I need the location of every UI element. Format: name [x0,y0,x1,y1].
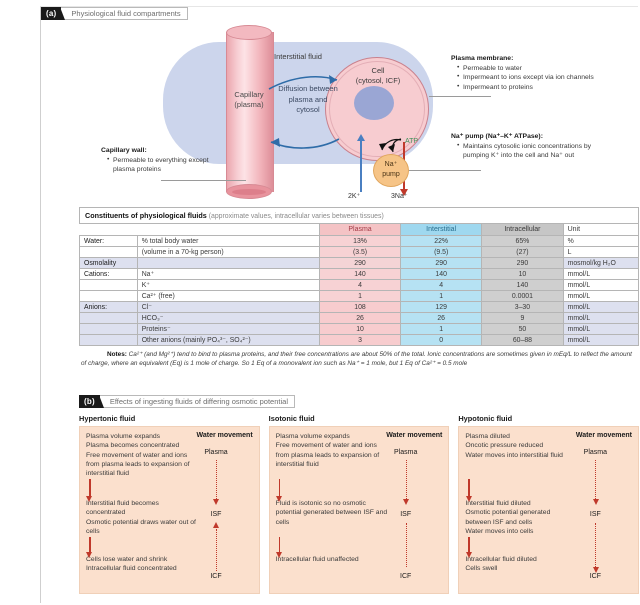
callout-sodium-pump-title: Na⁺ pump (Na⁺–K⁺ ATPase): [451,133,543,140]
water-movement-title: Water movement [196,432,253,439]
cell-value: 140 [482,280,563,291]
atp-label: ATP [405,138,419,145]
stage-progress-arrow [89,537,91,553]
water-flow-arrowhead [593,499,599,505]
callout-capillary-wall-title: Capillary wall: [101,147,147,154]
water-flow-line [216,460,217,499]
cell-value: 129 [401,302,482,313]
water-flow-line [406,460,407,499]
row-group-label: Cations: [80,269,138,280]
row-group-label: Anions: [80,302,138,313]
tonicity-column-title: Hypertonic fluid [79,414,136,423]
tonicity-column-title: Hypotonic fluid [458,414,513,423]
compartment-label: Plasma [583,449,608,456]
water-flow-arrowhead [593,567,599,573]
row-name: HCO₃⁻ [137,313,319,324]
table-row [80,269,639,280]
column-header-plasma: Plasma [319,224,400,236]
stage-progress-arrow [468,537,470,553]
row-name: Proteins⁻ [137,324,319,335]
capillary-label-line2: (plasma) [234,100,264,109]
row-name: (volume in a 70-kg person) [137,247,319,258]
cell-value: 13% [319,236,400,247]
row-group-label [80,324,138,335]
cell-unit: mmol/L [563,335,638,346]
table-row [80,302,639,313]
flow-stage-text: Plasma volume expands Free movement of water and ions from plasma leads to expansion of interstitial fluid [275,433,380,468]
cell-value: 9 [482,313,563,324]
header-spacer-1 [80,224,138,236]
compartment-label: Plasma [394,449,418,456]
row-name: Na⁺ [137,269,319,280]
row-name: % total body water [137,236,319,247]
row-name: Other anions (mainly PO₄³⁻, SO₄²⁻) [137,335,319,346]
table-row [80,313,639,324]
compartment-label: ICF [589,573,601,580]
table-notes [79,350,639,368]
cell-value: 0 [401,335,482,346]
tonicity-column [79,414,260,594]
cell-value: 290 [482,258,563,269]
cell-value: 22% [401,236,482,247]
callout-item: • Maintains cytosolic ionic concentrations by pumping K⁺ into the cell and Na⁺ out [458,142,613,161]
row-group-label [80,335,138,346]
cell-value: (27) [482,247,563,258]
interstitial-fluid-label: Interstitial fluid [274,52,322,61]
table-row [80,280,639,291]
capillary-wall-leader-line [161,180,246,181]
potassium-influx-arrow [360,140,362,192]
cell-unit: mmol/L [563,302,638,313]
pump-label-line1: Na⁺ [384,161,398,168]
panel-a-tag [41,7,638,20]
callout-item: • Permeable to water [458,64,611,74]
row-name: Ca²⁺ (free) [137,291,319,302]
callout-sodium-pump [451,132,613,161]
cell-value: 4 [401,280,482,291]
compartment-label: ISF [589,511,601,518]
water-flow-line [216,529,217,571]
cell-unit: L [563,247,638,258]
callout-item: • Permeable to everything except plasma proteins [108,156,213,175]
row-group-label: Water: [80,236,138,247]
callout-item: • Impermeant to ions except via ion channels [458,73,611,83]
water-flow-line [406,523,407,567]
cell-value: 140 [401,269,482,280]
cell-unit: mosmol/kg H₂O [563,258,638,269]
water-movement-title: Water movement [575,432,633,439]
cell-value: 3 [319,335,400,346]
flow-stage-text: Intracellular fluid diluted Cells swell [465,556,537,573]
callout-item: • Impermeant to proteins [458,83,611,93]
row-name [137,258,319,269]
row-name: Cl⁻ [137,302,319,313]
panel-a-letter: (a) [41,7,61,20]
stage-progress-arrow [279,479,281,497]
compartment-label: Plasma [204,449,228,456]
flow-stage-text: Fluid is isotonic so no osmotic potential generated between ISF and cells [275,500,388,526]
table-header-row [80,224,639,236]
table-row [80,324,639,335]
table-row [80,258,639,269]
flow-stage-text: Intracellular fluid unaffected [275,556,359,563]
pump-label-line2: pump [382,171,400,178]
constituents-table-wrapper [79,207,639,368]
cell-value: 1 [401,324,482,335]
table-row [80,335,639,346]
row-group-label [80,280,138,291]
panel-b-letter: (b) [79,395,100,408]
cell-unit: mmol/L [563,280,638,291]
row-name: K⁺ [137,280,319,291]
water-flow-arrowhead [213,499,219,505]
row-group-label [80,291,138,302]
fluid-compartment-diagram [41,24,638,200]
cell-value: 60–88 [482,335,563,346]
callout-capillary-wall [101,146,213,175]
diffusion-label: Diffusion between plasma and cytosol [278,84,338,114]
flow-stage-text: Plasma volume expands Plasma becomes concentrated Free movement of water and ions from plasma leads to expansion of interstitial fluid [86,433,190,478]
cell-unit: % [563,236,638,247]
callout-sodium-pump-list [451,142,613,161]
cell-value: 50 [482,324,563,335]
cell-value: 1 [401,291,482,302]
cell-value: (9.5) [401,247,482,258]
sodium-pump-leader-line [409,170,481,171]
cell-label-line1: Cell [371,66,385,75]
flow-stage-text: Interstitial fluid diluted Osmotic potential generated between ISF and cells Water moves into cells [465,500,551,535]
water-flow-line [595,523,596,567]
table-caption [80,208,639,224]
cell-unit: mmol/L [563,324,638,335]
water-flow-line [595,460,596,499]
compartment-label: ISF [210,511,222,518]
tonicity-column [269,414,450,594]
tonicity-flow-box [269,426,450,594]
row-group-label [80,247,138,258]
cell-unit: mmol/L [563,313,638,324]
panel-b-title: Effects of ingesting fluids of differing osmotic potential [100,395,295,408]
callout-plasma-membrane-list [451,64,611,93]
table-caption-row [80,208,639,224]
cell-value: 26 [319,313,400,324]
tonicity-columns [79,414,639,594]
callout-capillary-wall-list [101,156,213,175]
cell-value: 290 [319,258,400,269]
row-group-label [80,313,138,324]
sodium-pump [373,154,409,187]
table-row [80,247,639,258]
water-flow-arrowhead [213,522,219,528]
compartment-label: ISF [400,511,412,518]
constituents-table [79,207,639,346]
cell-value: 0.0001 [482,291,563,302]
table-notes-label: Notes: [107,351,127,358]
tonicity-flow-box [79,426,260,594]
table-notes-inline [81,351,632,367]
callout-plasma-membrane-title: Plasma membrane: [451,55,514,62]
figure-page [40,6,638,603]
panel-b-wrapper [79,395,639,594]
compartment-label: ICF [210,573,222,580]
flow-stage-text: Cells lose water and shrink Intracellular fluid concentrated [86,556,177,573]
tonicity-flow-box [458,426,639,594]
table-caption-bold: Constituents of physiological fluids [85,211,207,220]
cell-value: 108 [319,302,400,313]
header-spacer-2 [137,224,319,236]
row-group-label: Osmolality [80,258,138,269]
flow-stage-text: Interstitial fluid becomes concentrated Osmotic potential draws water out of cells [86,500,196,535]
tonicity-column [458,414,639,594]
cell-value: 140 [319,269,400,280]
stage-progress-arrow [279,537,281,553]
column-header-intracellular: Intracellular [482,224,563,236]
tonicity-column-title: Isotonic fluid [268,414,315,423]
water-flow-arrowhead [403,499,409,505]
table-notes-text: Ca²⁺ (and Mg²⁺) tend to bind to plasma proteins, and their free concentrations are about 50% of the total. Ionic concentrations are sometimes given in mEq/L to reflect the amount of charge, where an equivalent (Eq) is 1 mole of charge. So 1 Eq of a monovalent ion such as Na⁺ = 1 mole, but 1 Eq of Ca²⁺ = 0.5 mole [81,351,632,367]
cell-unit: mmol/L [563,269,638,280]
cell-value: 26 [401,313,482,324]
column-header-interstitial: Interstitial [401,224,482,236]
table-row [80,236,639,247]
cell-value: 10 [482,269,563,280]
cell-label-line2: (cytosol, ICF) [355,76,401,85]
water-movement-title: Water movement [386,432,443,439]
cell-value: 65% [482,236,563,247]
cell-value: 1 [319,291,400,302]
sodium-out-label: 3Na⁺ [391,193,408,200]
flow-stage-text: Plasma diluted Oncotic pressure reduced Water moves into interstitial fluid [465,433,563,459]
capillary-label-line1: Capillary [234,90,264,99]
cell-unit: mmol/L [563,291,638,302]
stage-progress-arrow [468,479,470,497]
table-row [80,291,639,302]
cell-value: 290 [401,258,482,269]
cell-value: (3.5) [319,247,400,258]
compartment-label: ICF [400,573,412,580]
panel-b-tag [79,395,639,408]
cell-value: 3–30 [482,302,563,313]
cell-value: 10 [319,324,400,335]
cell-value: 4 [319,280,400,291]
potassium-in-label: 2K⁺ [348,193,361,200]
stage-progress-arrow [89,479,91,497]
plasma-membrane-leader-line [429,96,491,97]
callout-plasma-membrane [451,54,611,92]
table-caption-rest: (approximate values, intracellular varies between tissues) [208,213,384,220]
column-header-unit: Unit [563,224,638,236]
panel-a-title: Physiological fluid compartments [61,7,187,20]
